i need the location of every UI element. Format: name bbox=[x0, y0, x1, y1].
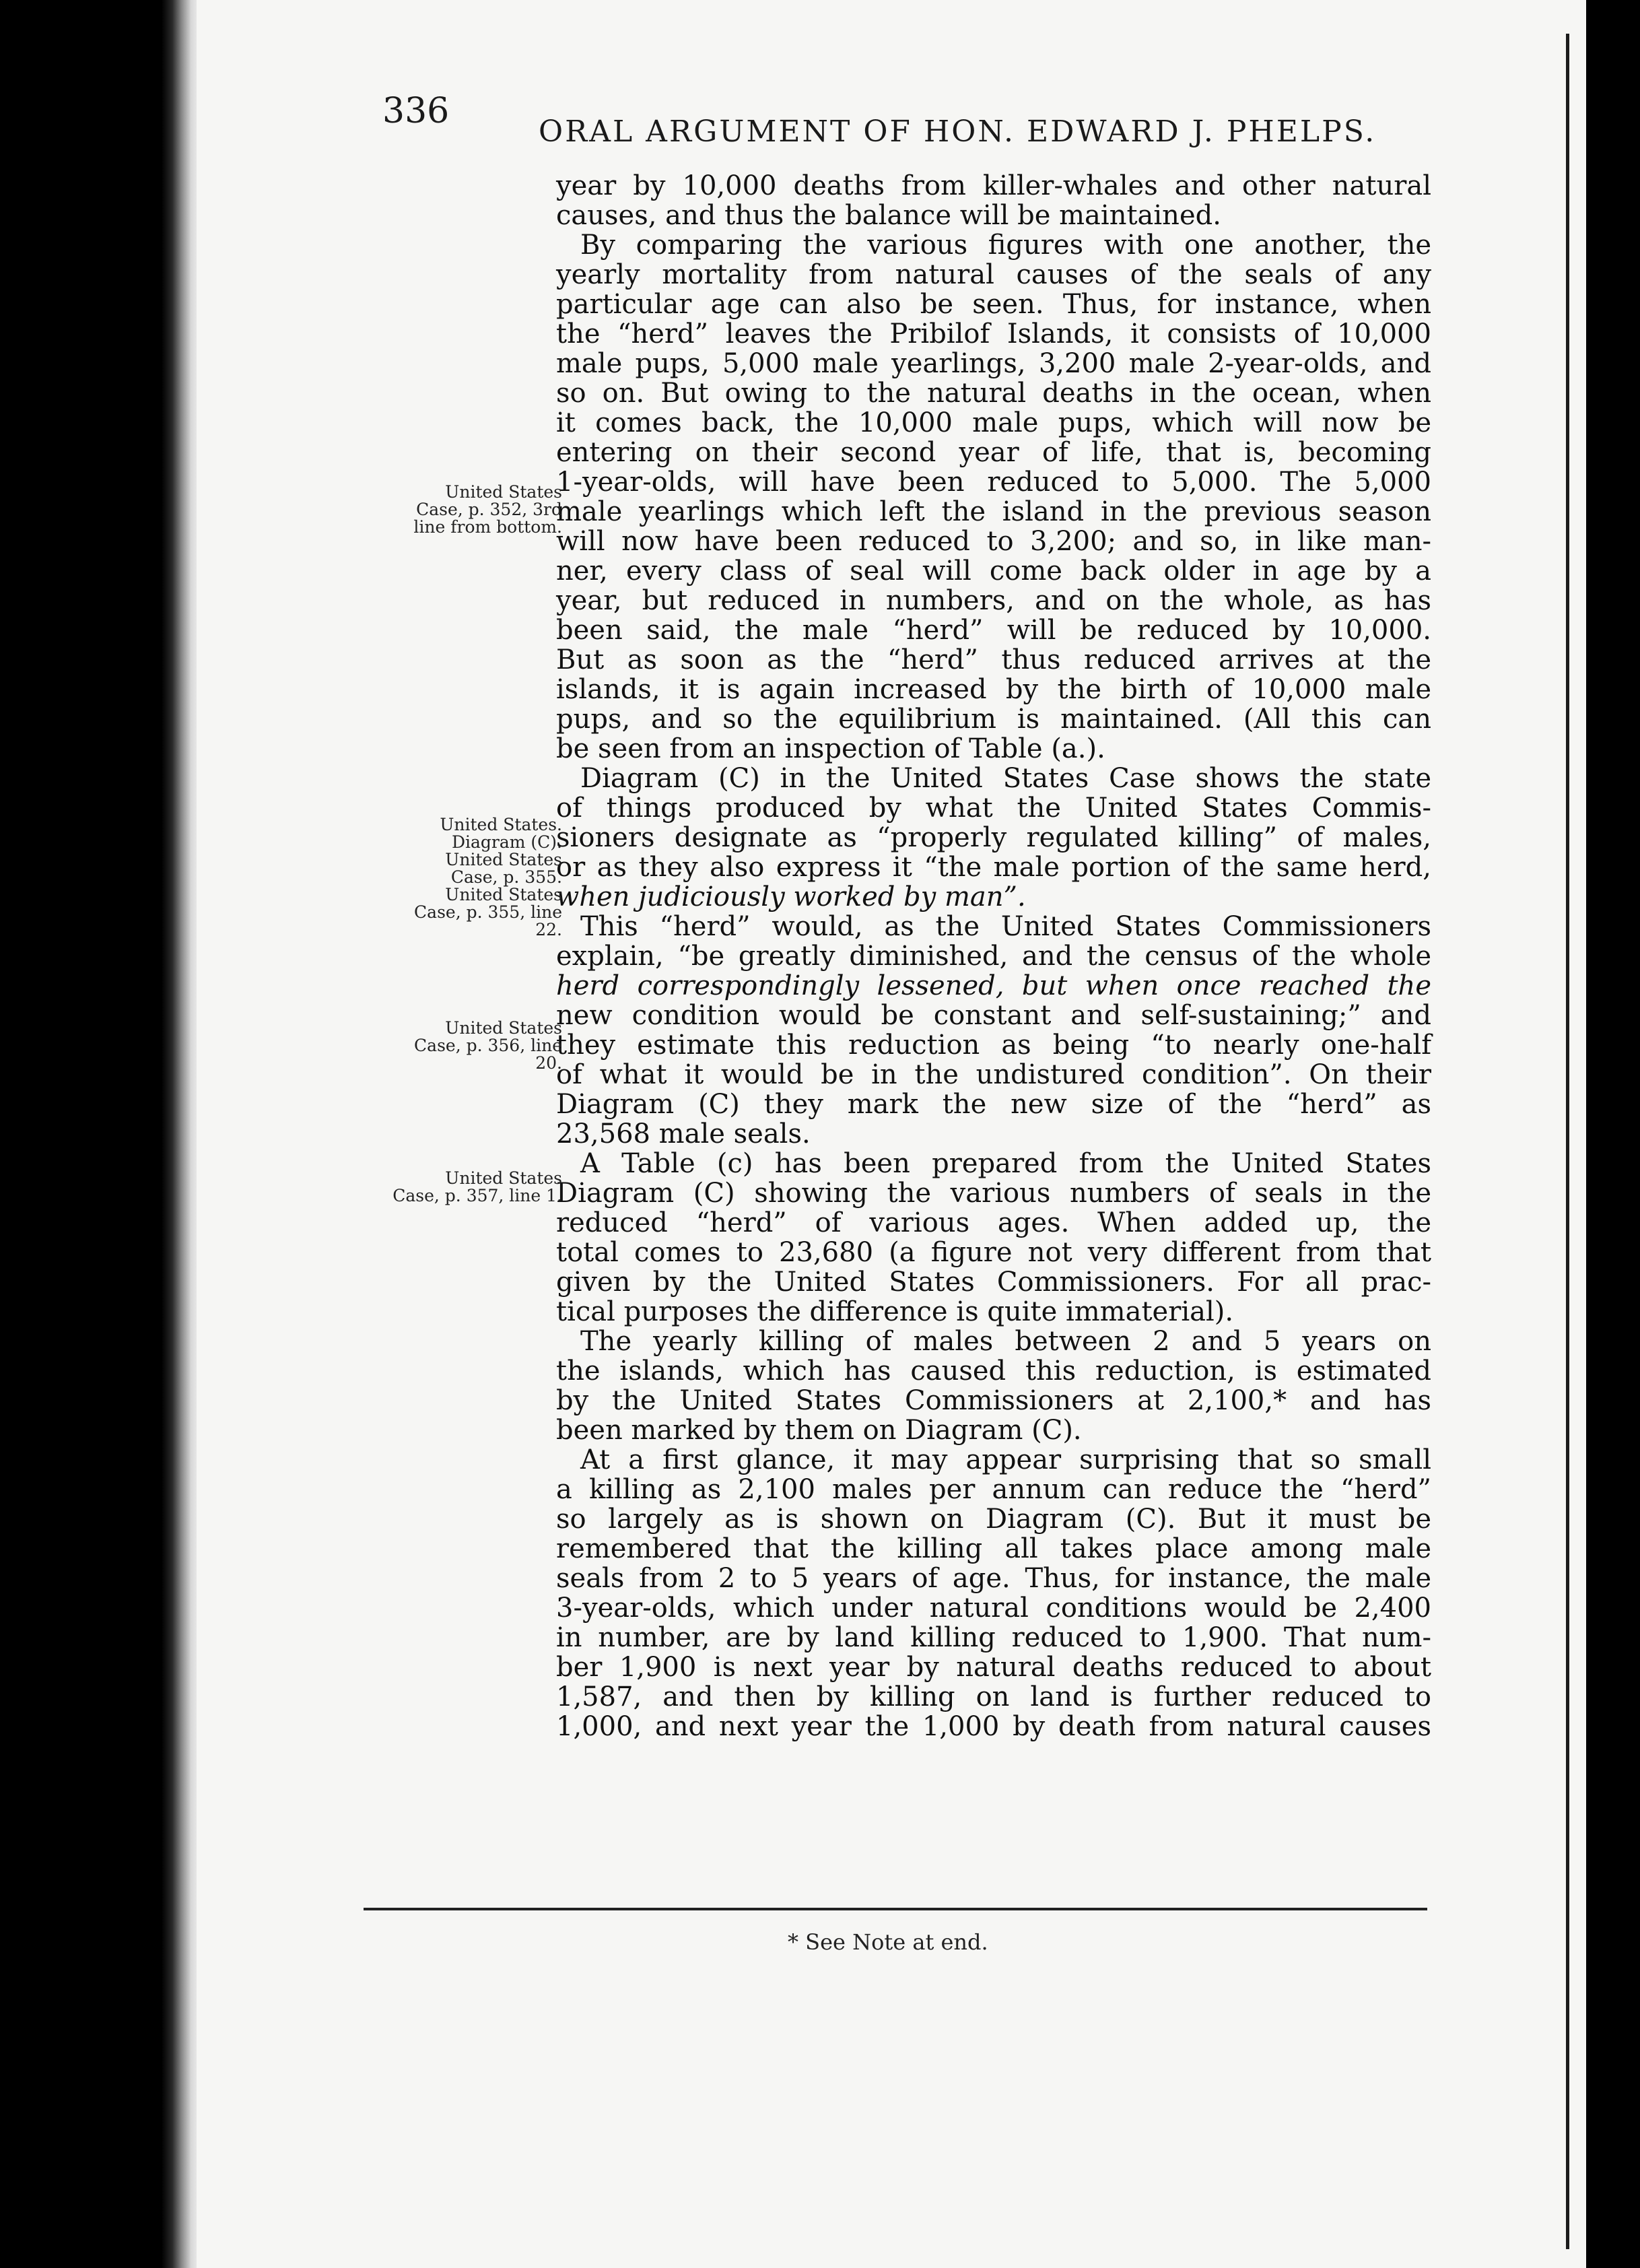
text-line: be seen from an inspection of Table (a.). bbox=[556, 733, 1105, 764]
text-line: This “herd” would, as the United States Commissioners bbox=[580, 911, 1431, 942]
text-line: remembered that the killing all takes place among male bbox=[556, 1533, 1431, 1564]
text-line: islands, it is again increased by the birth of 10,000 male bbox=[556, 674, 1431, 705]
text-line: yearly mortality from natural causes of the seals of any bbox=[556, 259, 1431, 290]
scan-border bbox=[1586, 0, 1640, 2268]
text-line: herd correspondingly lessened, but when once reached the bbox=[556, 970, 1431, 1001]
text-line: explain, “be greatly diminished, and the census of the whole bbox=[556, 941, 1431, 972]
text-line: male pups, 5,000 male yearlings, 3,200 male 2-year-olds, and bbox=[556, 348, 1431, 379]
text-line: by the United States Commissioners at 2,100,* and has bbox=[556, 1385, 1431, 1416]
text-line: of things produced by what the United States Commis- bbox=[556, 793, 1431, 824]
text-line: reduced “herd” of various ages. When added up, the bbox=[556, 1207, 1431, 1238]
text-line: Diagram (C) showing the various numbers of seals in the bbox=[556, 1178, 1431, 1209]
text-line: ber 1,900 is next year by natural deaths reduced to about bbox=[556, 1652, 1431, 1683]
page-number: 336 bbox=[382, 91, 450, 131]
text-line: seals from 2 to 5 years of age. Thus, for instance, the male bbox=[556, 1563, 1431, 1594]
marginal-note: United States Case, p. 352, 3rd line from bottom. bbox=[413, 482, 562, 537]
text-line: in number, are by land killing reduced to 1,900. That num- bbox=[556, 1622, 1431, 1653]
text-line: year by 10,000 deaths from killer-whales and other natural bbox=[556, 170, 1431, 201]
text-line: causes, and thus the balance will be maintained. bbox=[556, 200, 1221, 231]
text-line: male yearlings which left the island in the previous season bbox=[556, 496, 1431, 527]
text-line: tical purposes the difference is quite immaterial). bbox=[556, 1296, 1234, 1327]
body-text bbox=[556, 171, 1431, 1741]
text-line: particular age can also be seen. Thus, for instance, when bbox=[556, 289, 1431, 320]
text-line: been said, the male “herd” will be reduced by 10,000. bbox=[556, 615, 1431, 646]
text-line: 1-year-olds, will have been reduced to 5,000. The 5,000 bbox=[556, 467, 1431, 498]
page-edge-line bbox=[1566, 34, 1569, 2249]
text-line: ner, every class of seal will come back older in age by a bbox=[556, 556, 1431, 587]
marginal-note: United States Case, p. 357, line 1. bbox=[392, 1168, 562, 1205]
text-line: By comparing the various figures with one another, the bbox=[580, 230, 1431, 261]
text-line: At a first glance, it may appear surprising that so small bbox=[580, 1444, 1431, 1475]
text-line: so largely as is shown on Diagram (C). But it must be bbox=[556, 1504, 1431, 1535]
marginal-note: United States. Diagram (C). United States Case, p. 355. United States Case, p. 355, line 22. bbox=[414, 815, 562, 939]
text-line: 3-year-olds, which under natural conditions would be 2,400 bbox=[556, 1593, 1431, 1624]
text-line: new condition would be constant and self-sustaining;” and bbox=[556, 1000, 1431, 1031]
text-line: the islands, which has caused this reduction, is estimated bbox=[556, 1356, 1431, 1387]
text-line: of what it would be in the undistured condition”. On their bbox=[556, 1059, 1431, 1090]
text-line: Diagram (C) in the United States Case shows the state bbox=[580, 763, 1431, 794]
text-line: given by the United States Commissioners. For all prac- bbox=[556, 1267, 1431, 1298]
footnote: * See Note at end. bbox=[788, 1929, 988, 1955]
text-line: when judiciously worked by man”. bbox=[556, 881, 1026, 912]
text-line: so on. But owing to the natural deaths in the ocean, when bbox=[556, 378, 1431, 409]
text-line: year, but reduced in numbers, and on the whole, as has bbox=[556, 585, 1431, 616]
footnote-rule bbox=[364, 1908, 1427, 1910]
text-line: it comes back, the 10,000 male pups, which will now be bbox=[556, 407, 1431, 438]
running-head: ORAL ARGUMENT OF HON. EDWARD J. PHELPS. bbox=[539, 114, 1377, 149]
text-line: A Table (c) has been prepared from the United States bbox=[580, 1148, 1431, 1179]
text-line: Diagram (C) they mark the new size of the “herd” as bbox=[556, 1089, 1431, 1120]
text-line: a killing as 2,100 males per annum can reduce the “herd” bbox=[556, 1474, 1431, 1505]
text-line: been marked by them on Diagram (C). bbox=[556, 1415, 1082, 1446]
book-spine-shadow bbox=[0, 0, 202, 2268]
text-line: 1,587, and then by killing on land is further reduced to bbox=[556, 1681, 1431, 1712]
text-line: The yearly killing of males between 2 and 5 years on bbox=[580, 1326, 1431, 1357]
text-line: the “herd” leaves the Pribilof Islands, it consists of 10,000 bbox=[556, 319, 1431, 349]
text-line: 1,000, and next year the 1,000 by death from natural causes bbox=[556, 1711, 1431, 1742]
text-line: will now have been reduced to 3,200; and so, in like man- bbox=[556, 526, 1431, 557]
text-line: total comes to 23,680 (a figure not very different from that bbox=[556, 1237, 1431, 1268]
text-line: pups, and so the equilibrium is maintained. (All this can bbox=[556, 704, 1431, 735]
text-line: they estimate this reduction as being “to nearly one-half bbox=[556, 1030, 1431, 1061]
text-line: sioners designate as “properly regulated killing” of males, bbox=[556, 822, 1431, 853]
text-line: But as soon as the “herd” thus reduced arrives at the bbox=[556, 644, 1431, 675]
text-line: entering on their second year of life, that is, becoming bbox=[556, 437, 1431, 468]
text-line: or as they also express it “the male portion of the same herd, bbox=[556, 852, 1431, 883]
marginal-note: United States Case, p. 356, line 20. bbox=[414, 1018, 562, 1073]
text-line: 23,568 male seals. bbox=[556, 1119, 811, 1149]
